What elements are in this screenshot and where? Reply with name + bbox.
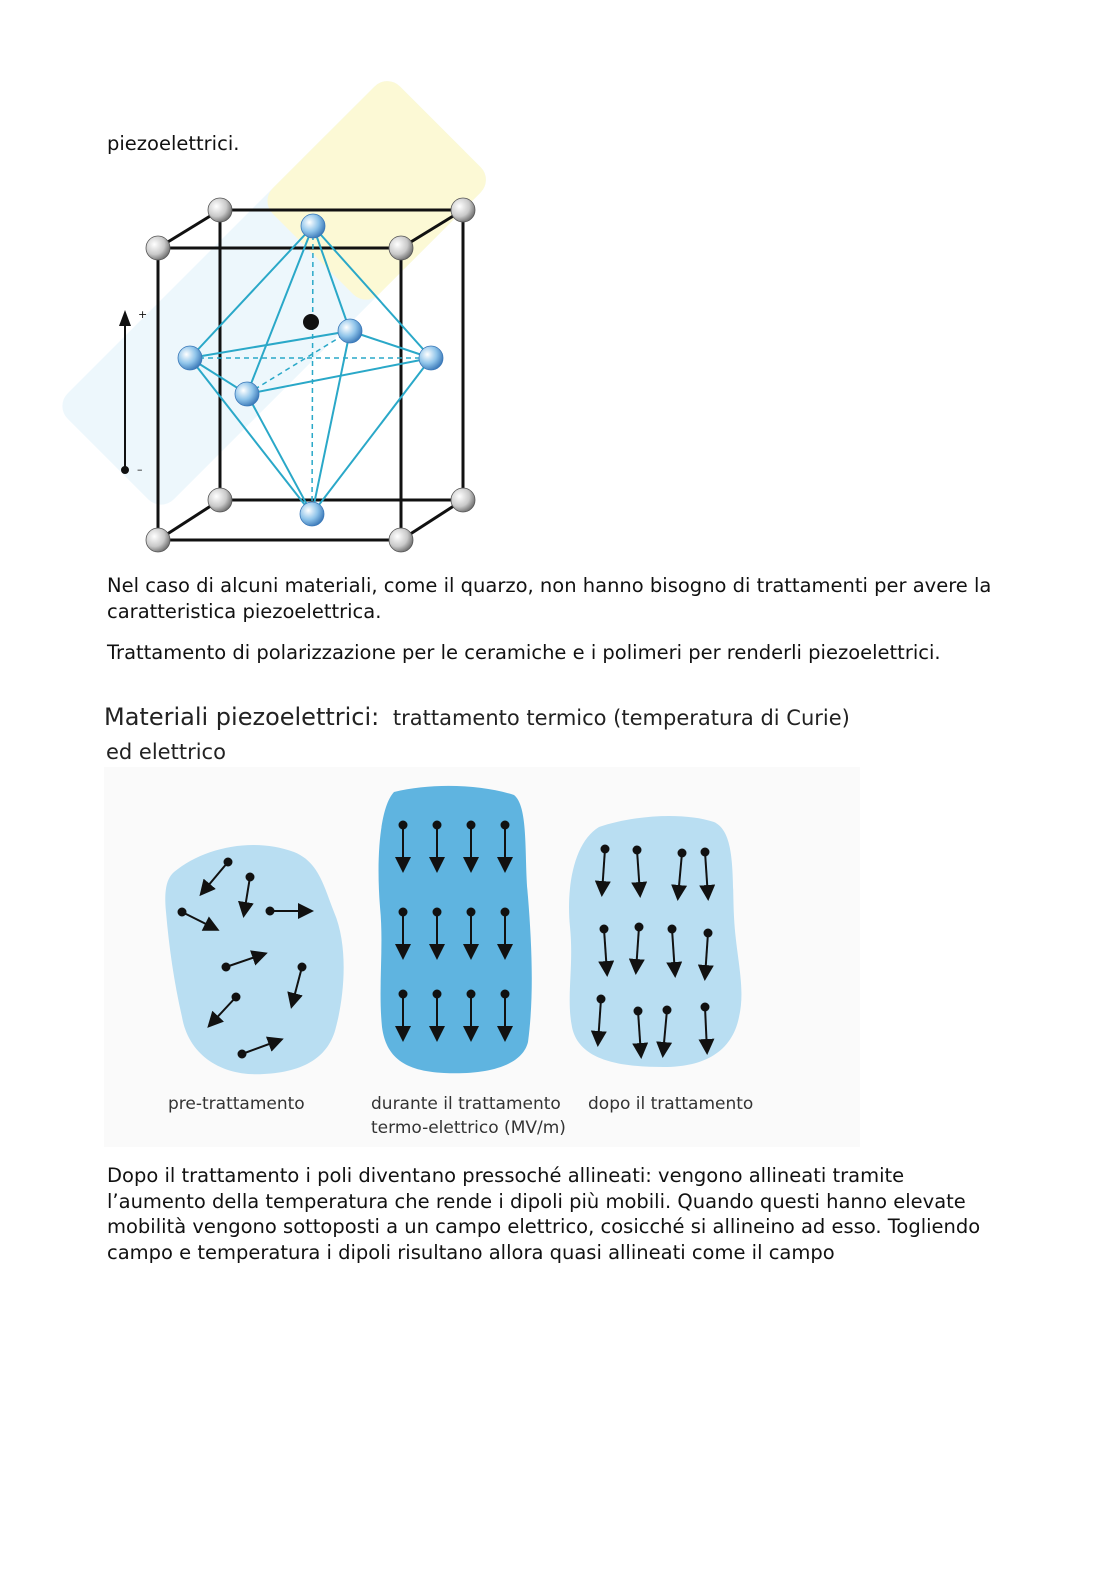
treatment-figure <box>104 697 860 1147</box>
axis-dashes <box>190 226 431 514</box>
oxygen-atoms <box>178 214 443 526</box>
pre-treatment-blob <box>165 845 343 1074</box>
after-treatment-blob <box>569 816 741 1067</box>
central-atom <box>303 314 319 330</box>
octahedron-edges <box>190 226 431 514</box>
intro-fragment: piezoelettrici. <box>107 132 240 155</box>
label-pre-treatment: pre-trattamento <box>168 1094 305 1114</box>
perovskite-unit-cell-figure <box>105 190 495 558</box>
label-after-treatment: dopo il trattamento <box>588 1094 754 1114</box>
figure-title-line2: ed elettrico <box>106 740 226 764</box>
figure-title-rest: trattamento termico (temperatura di Curie) <box>392 706 850 730</box>
paragraph-after-treatment: Dopo il trattamento i poli diventano pressoché allineati: vengono allineati tramite l’aumento della temperatura che rende i dipoli più mobili. Quando questi hanno elevate mobilità vengono sottoposti a un campo elettrico, cosicché si allineino ad esso. Togliendo campo e temperatura i dipoli risultano allora quasi allineati come il campo <box>107 1164 981 1264</box>
label-during-line2: termo-elettrico (MV/m) <box>371 1118 566 1138</box>
figure-title <box>104 703 850 731</box>
paragraph-quartz: Nel caso di alcuni materiali, come il quarzo, non hanno bisogno di trattamenti per avere la caratteristica piezoelettrica. <box>107 574 992 623</box>
label-during-line1: durante il trattamento <box>371 1094 561 1114</box>
figure-title-bold: Materiali piezoelettrici: <box>104 703 380 731</box>
minus-sign: – <box>137 463 143 476</box>
plus-sign: + <box>138 308 148 321</box>
polarization-arrow <box>119 310 131 474</box>
paragraph-polarization: Trattamento di polarizzazione per le ceramiche e i polimeri per renderli piezoelettrici. <box>107 641 941 664</box>
